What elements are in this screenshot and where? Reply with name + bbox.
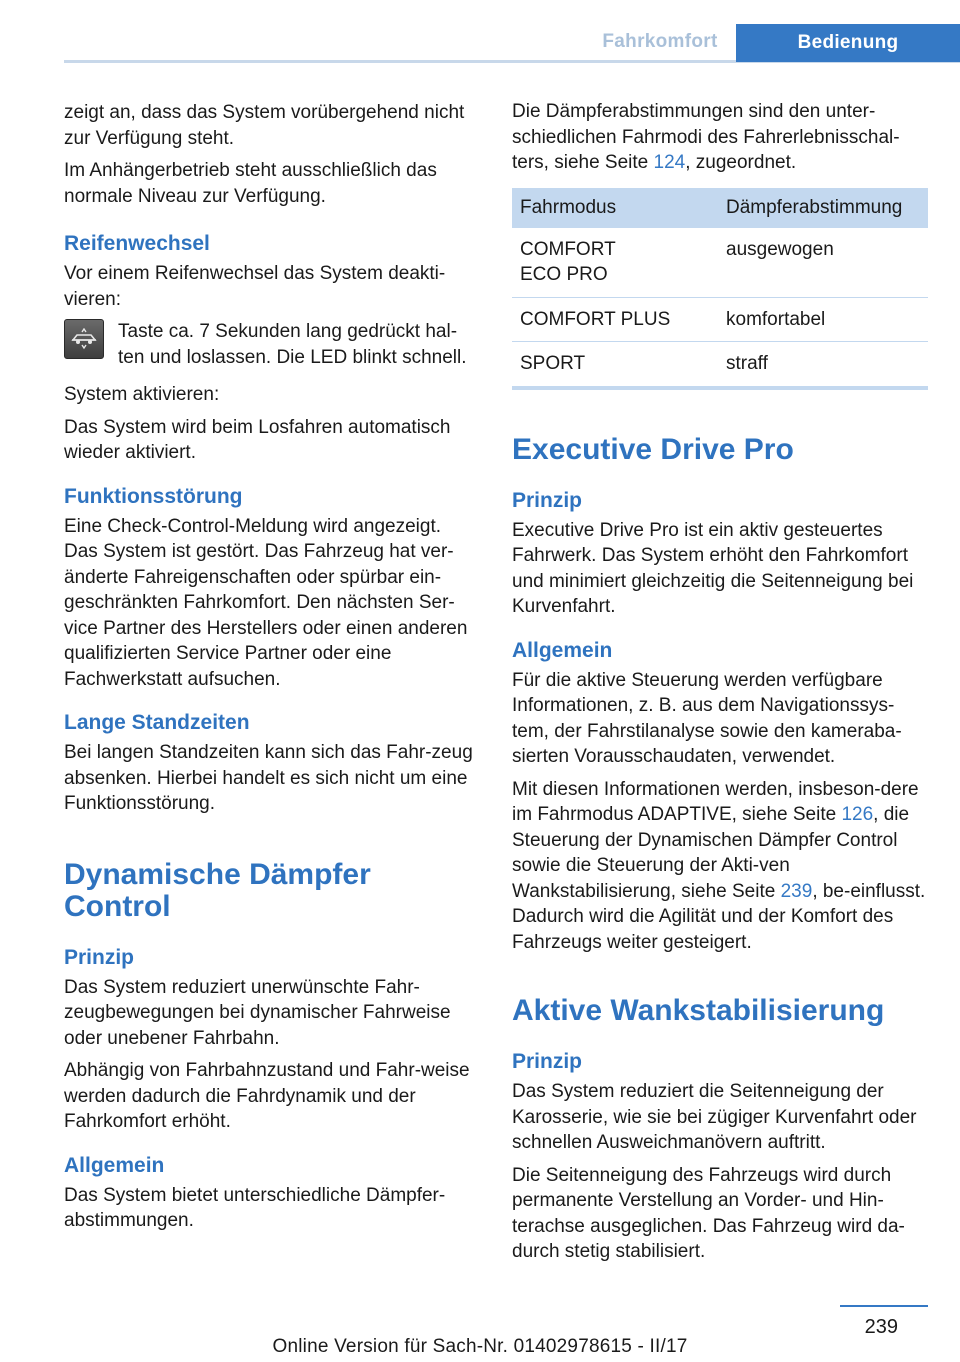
paragraph: Im Anhängerbetrieb steht ausschließlich das normale Niveau zur Verfügung. [64, 160, 437, 207]
page-link[interactable]: 239 [780, 880, 813, 902]
left-column [64, 100, 478, 1241]
key-instruction-text: Taste ca. 7 Sekunden lang gedrückt hal‐ten und loslassen. Die LED blinkt schnell. [118, 321, 467, 368]
heading-executive-drive-pro: Executive Drive Pro [512, 432, 794, 466]
page-number: 239 [864, 1316, 898, 1338]
right-column [512, 99, 928, 1272]
table-row [512, 228, 928, 298]
table-cell: SPORT [512, 342, 718, 388]
key-instruction [64, 319, 478, 370]
paragraph: System aktivieren: [64, 384, 220, 405]
paragraph: Die Seitenneigung des Fahrzeugs wird durch permanente Verstellung an Vorder- und Hin‐terachse ausgeglichen. Das Fahrzeug wird da‐durch stetig stabilisiert. [512, 1164, 905, 1262]
paragraph: Das System bietet unterschiedliche Dämpfer‐abstimmungen. [64, 1184, 446, 1231]
paragraph: Das System reduziert unerwünschte Fahr‐zeugbewegungen bei dynamischer Fahrweise oder unebener Fahrbahn. [64, 976, 451, 1049]
heading-prinzip: Prinzip [512, 488, 583, 512]
paragraph: Eine Check-Control-Meldung wird angezeigt. Das System ist gestört. Das Fahrzeug hat ver‐änderte Fahreigenschaften oder spürbar ein‐geschränkten Fahrkomfort. Den nächsten Ser‐vice Partner des Herstellers oder einen anderen qualifizierten Service Partner oder eine Fachwerkstatt aufsuchen. [64, 515, 468, 690]
table-cell: ausgewogen [718, 228, 928, 298]
heading-allgemein: Allgemein [64, 1153, 165, 1177]
heading-aktive-wankstabilisierung: Aktive Wankstabilisierung [512, 994, 885, 1027]
heading-prinzip: Prinzip [512, 1050, 583, 1073]
heading-prinzip: Prinzip [64, 945, 135, 969]
heading-dynamische-daempfer-control: Dynamische Dämpfer Control [64, 857, 371, 923]
paragraph: Das System reduziert die Seitenneigung der Karosserie, wie sie bei zügiger Kurvenfahrt oder schnellen Ausweichmanövern auftritt. [512, 1081, 917, 1153]
header-tab-section[interactable]: Fahrkomfort [602, 31, 718, 52]
online-version-note: Online Version für Sach-Nr. 01402978615 - II/17 [272, 1336, 688, 1357]
paragraph: Die Dämpferabstimmungen sind den unter‐schiedlichen Fahrmodi des Fahrerlebnisschal‐ters, siehe Seite 124, zugeordnet. [512, 101, 900, 173]
table-header: Dämpferabstimmung [718, 188, 928, 228]
heading-allgemein: Allgemein [512, 638, 613, 662]
table-row [512, 297, 928, 342]
paragraph: Executive Drive Pro ist ein aktiv gesteuertes Fahrwerk. Das System erhöht den Fahrkomfort und minimiert gleichzeitig die Seitenneigung bei Kurvenfahrt. [512, 519, 914, 617]
table-cell: COMFORT PLUS [512, 297, 718, 342]
paragraph: Für die aktive Steuerung werden verfügbare Informationen, z. B. aus dem Navigationssys‐tem, der Fahrstilanalyse sowie den kameraba‐sierten Vorausschaudaten, verwendet. [512, 669, 902, 767]
car-lift-button-icon [64, 319, 104, 359]
page-link[interactable]: 126 [841, 804, 874, 825]
paragraph: zeigt an, dass das System vorübergehend nicht zur Verfügung steht. [64, 102, 465, 149]
damping-table [512, 188, 928, 390]
heading-reifenwechsel: Reifenwechsel [64, 232, 210, 255]
heading-lange-standzeiten: Lange Standzeiten [64, 711, 250, 734]
footer-rule [840, 1305, 928, 1307]
table-cell: straff [718, 342, 928, 388]
paragraph: Mit diesen Informationen werden, insbeson‐dere im Fahrmodus ADAPTIVE, siehe Seite 126, die Steuerung der Dynamischen Dämpfer Control sowie die Steuerung der Akti‐ven Wankstabilisierung, siehe Seite 239, be‐einflusst. Dadurch wird die Agilität und der Komfort des Fahrzeugs weiter gesteigert. [512, 778, 926, 953]
heading-funktionsstoerung: Funktionsstörung [64, 484, 243, 508]
page-link[interactable]: 124 [653, 152, 686, 173]
table-cell: komfortabel [718, 297, 928, 342]
paragraph: Bei langen Standzeiten kann sich das Fahr‐zeug absenken. Hierbei handelt es sich nicht um eine Funktionsstörung. [64, 742, 473, 814]
header-tab-chapter[interactable]: Bedienung [736, 24, 960, 62]
paragraph: Vor einem Reifenwechsel das System deakti‐vieren: [64, 263, 446, 310]
paragraph: Das System wird beim Losfahren automatisch wieder aktiviert. [64, 416, 451, 463]
table-header: Fahrmodus [512, 188, 718, 228]
paragraph: Abhängig von Fahrbahnzustand und Fahr‐weise werden dadurch die Fahrdynamik und der Fahrkomfort erhöht. [64, 1060, 470, 1132]
table-cell: COMFORT ECO PRO [512, 228, 718, 298]
table-row [512, 342, 928, 388]
